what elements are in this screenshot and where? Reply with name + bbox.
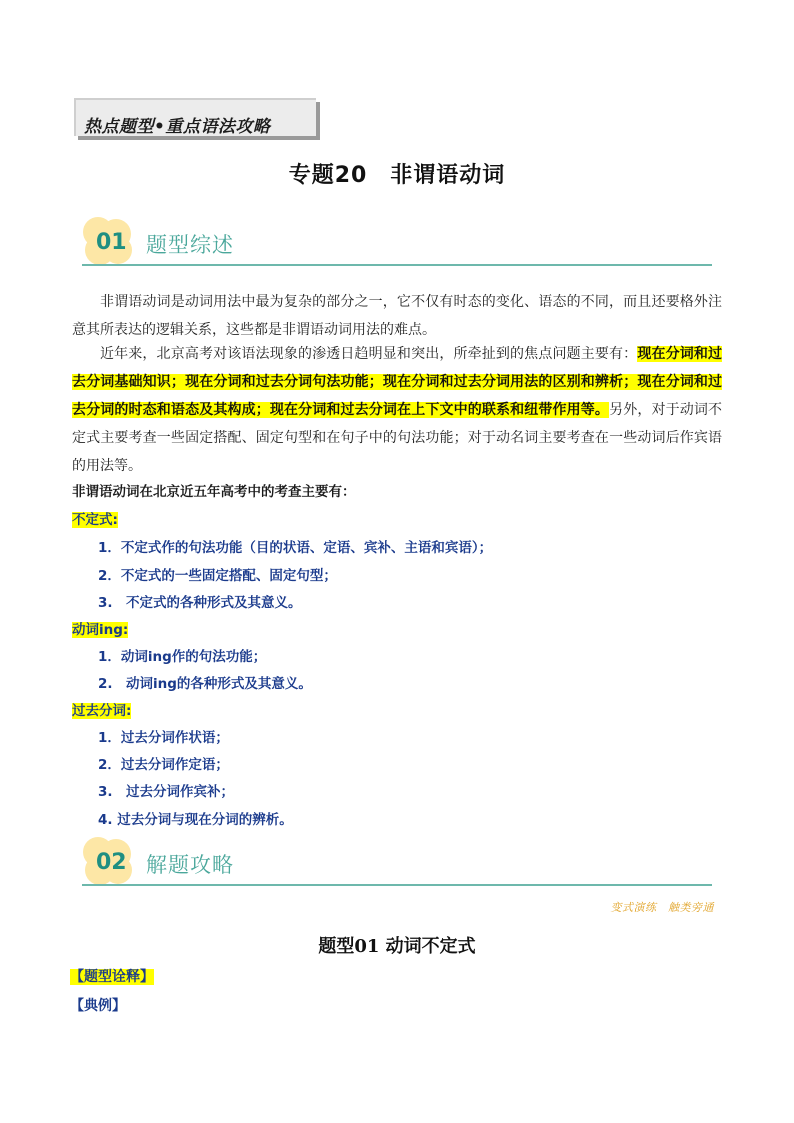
list-item: 1．动词ing作的句法功能； (98, 649, 267, 665)
tag-example: 【典例】 (70, 998, 126, 1014)
list-item: 1．过去分词作状语； (98, 730, 229, 746)
group-label-infinitive: 不定式: (72, 512, 118, 528)
summary-heading: 非谓语动词在北京近五年高考中的考查主要有： (72, 484, 356, 500)
list-item: 1．不定式作的句法功能（目的状语、定语、宾补、主语和宾语）； (98, 540, 493, 556)
list-item: 3. 过去分词作宾补； (98, 784, 235, 800)
paragraph-focus-intro: 近年来，北京高考对该语法现象的渗透日趋明显和突出，所牵扯到的焦点问题主要有： (100, 346, 638, 362)
list-item: 4. 过去分词与现在分词的辨析。 (98, 812, 293, 828)
list-item: 2．过去分词作定语； (98, 757, 229, 773)
slogan-text: 变式演练 触类旁通 (610, 901, 714, 914)
section-header-overview (78, 216, 718, 272)
section-divider (82, 884, 712, 886)
paragraph-focus-highlight: 现在分词和过去分词基础知识；现在分词和过去分词句法功能；现在分词和过去分词用法的区别和辨析；现在分词和过去分词的时态和语态及其构成；现在分词和过去分词在上下文中的联系和纽带作用等。 (72, 346, 723, 418)
section-divider (82, 264, 712, 266)
tag-question-type-explanation: 【题型诠释】 (70, 969, 154, 985)
section-header-strategy (78, 836, 718, 892)
document-title: 专题20 非谓语动词 (288, 163, 506, 188)
list-item: 2．不定式的一些固定搭配、固定句型； (98, 568, 337, 584)
banner-text: 热点题型•重点语法攻略 (84, 117, 271, 137)
section-title: 解题攻略 (146, 853, 234, 877)
paragraph-focus-rest: 另外，对于动词不定式主要考查一些固定搭配、固定句型和在句子中的句法功能；对于动名词主要考查在一些动词后作宾语的用法等。 (72, 402, 723, 474)
paragraph-intro: 非谓语动词是动词用法中最为复杂的部分之一，它不仅有时态的变化、语态的不同，而且还要格外注意其所表达的逻辑关系，这些都是非谓语动词用法的难点。 (72, 294, 722, 338)
group-label-ing: 动词ing: (72, 622, 129, 638)
header-banner (74, 98, 320, 140)
list-item: 2. 动词ing的各种形式及其意义。 (98, 676, 312, 692)
section-number: 01 (96, 230, 127, 255)
paragraph-focus (72, 340, 722, 480)
group-label-past-participle: 过去分词: (72, 703, 132, 719)
list-item: 3. 不定式的各种形式及其意义。 (98, 595, 302, 611)
subsection-title: 题型01 动词不定式 (318, 936, 476, 957)
section-number: 02 (96, 850, 127, 875)
section-title: 题型综述 (146, 233, 234, 257)
